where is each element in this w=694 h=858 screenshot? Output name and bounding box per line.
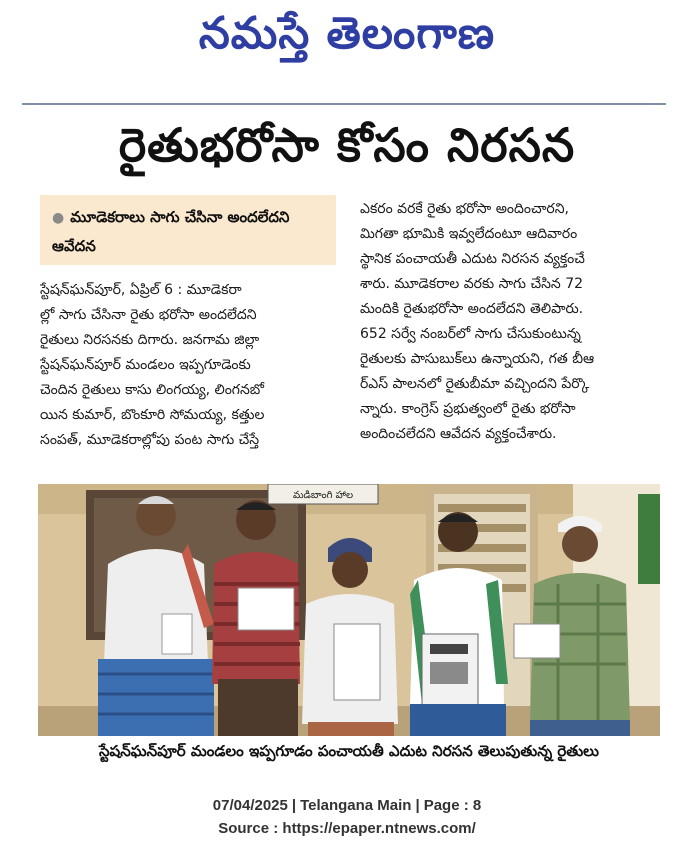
article-line: సంపత్, మూడెకరాల్లోపు పంట సాగు చేస్తే — [40, 432, 260, 448]
article-headline: రైతుభరోసా కోసం నిరసన — [118, 118, 576, 172]
masthead-divider — [22, 103, 666, 105]
article-line: మిగతా భూమికి ఇవ్వలేదంటూ ఆదివారం — [360, 226, 578, 242]
edition-name: Telangana Main — [300, 797, 412, 814]
article-line: శారు. మూడెకరాల వరకు సాగు చేసిన 72 — [360, 276, 584, 292]
newspaper-masthead: నమస్తే తెలంగాణ — [198, 8, 496, 59]
separator: | — [291, 797, 297, 814]
article-left-column — [40, 278, 336, 453]
news-photo — [38, 484, 660, 736]
article-line: ఎకరం వరకే రైతు భరోసా అందించారని, — [360, 201, 569, 217]
separator: | — [415, 797, 420, 814]
article-right-column — [360, 197, 660, 447]
article-line: న్నారు. కాంగ్రెస్ ప్రభుత్వంలో రైతు భరోసా — [360, 401, 576, 417]
article-line: యిన కుమార్, బొంకూరి సోమయ్య, కత్తుల — [40, 407, 265, 423]
page-number: Page : 8 — [423, 797, 482, 814]
article-line: స్టేషన్‌ఘన్‌పూర్ మండలం ఇప్పగూడెంకు — [40, 357, 251, 373]
article-line: 652 సర్వే నంబర్‌లో సాగు చేసుకుంటున్న — [360, 326, 581, 342]
article-line: ర్‌ఎస్ పాలనలో రైతుబీమా వచ్చిందని పేర్కొ — [360, 376, 590, 392]
article-line: స్టేషన్‌ఘన్‌పూర్, ఏప్రిల్ 6 : మూడెకరా — [40, 282, 242, 298]
edition-info — [0, 797, 694, 814]
article-line: స్థానిక పంచాయతీ ఎదుట నిరసన వ్యక్తంచే — [360, 251, 585, 267]
photo-caption: స్టేషన్‌ఘన్‌పూర్ మండలం ఇప్పగూడం పంచాయతీ ఎదుట నిరసన తెలుపుతున్న రైతులు — [99, 742, 599, 760]
photo-signboard-text: మడిబాంగి హాల — [292, 490, 354, 501]
article-subheading: మూడెకరాలు సాగు చేసినా అందలేదని ఆవేదన — [52, 208, 290, 255]
article-subheading-box — [40, 195, 336, 265]
article-line: రైతులకు పాసుబుక్‌లు ఉన్నాయని, గత బీఆ — [360, 351, 595, 367]
article-line: అందించలేదని ఆవేదన వ్యక్తంచేశారు. — [360, 426, 557, 442]
bullet-icon: ● — [52, 210, 65, 226]
article-line: ల్లో సాగు చేసినా రైతు భరోసా అందలేదని — [40, 307, 257, 323]
article-line: రైతులు నిరసనకు దిగారు. జనగామ జిల్లా — [40, 332, 260, 348]
source-line: Source : https://epaper.ntnews.com/ — [218, 820, 476, 837]
article-line: మందికి రైతుభరోసా అందలేదని తెలిపారు. — [360, 301, 584, 317]
article-line: చెందిన రైతులు కాసు లింగయ్య, లింగనబో — [40, 382, 265, 398]
edition-date: 07/04/2025 — [212, 797, 288, 814]
